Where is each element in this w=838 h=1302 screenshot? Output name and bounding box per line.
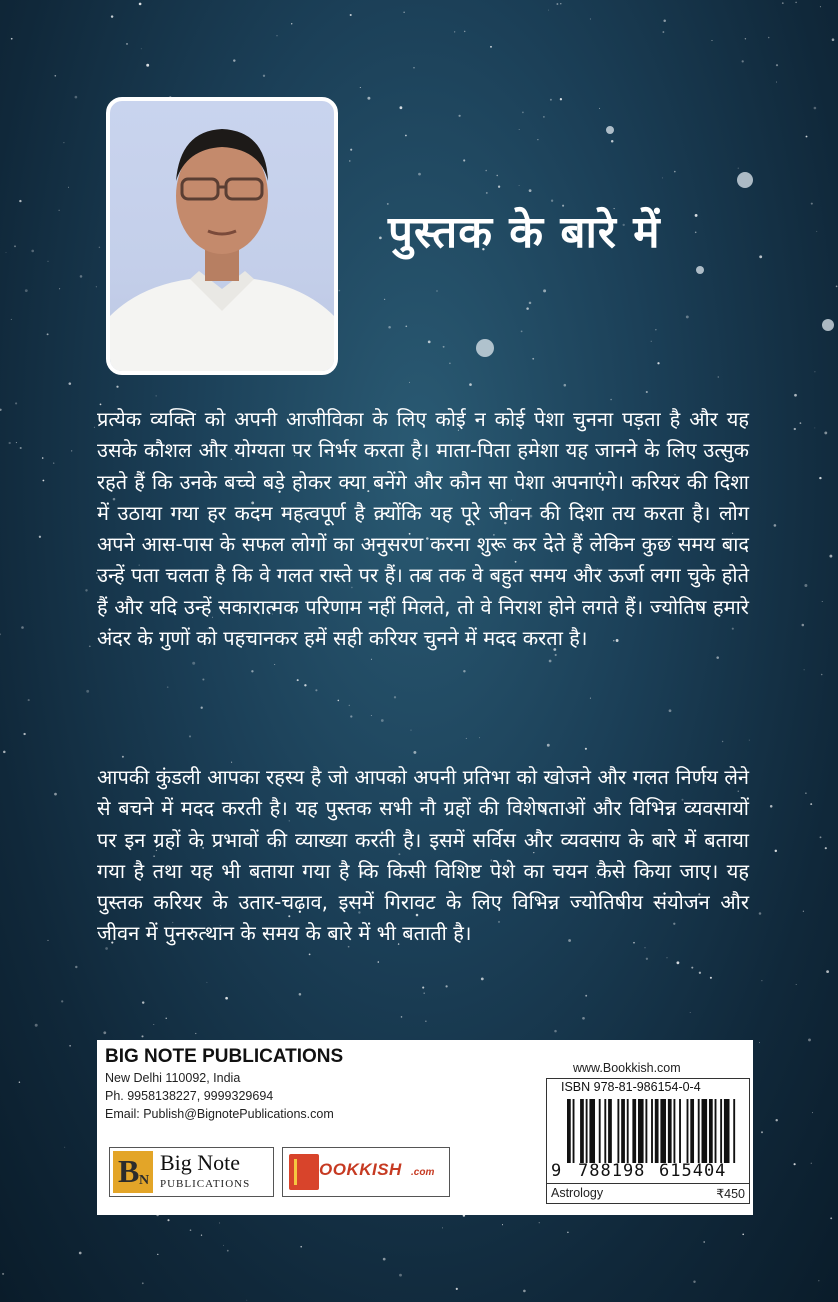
bignote-logo-mark (113, 1151, 153, 1193)
subject-category: Astrology (551, 1186, 604, 1200)
bookkish-logo-suffix: .com (411, 1167, 435, 1178)
section-heading: पुस्तक के बारे में (388, 207, 661, 258)
isbn-barcode-block (546, 1078, 750, 1204)
description-paragraph-1: प्रत्येक व्यक्ति को अपनी आजीविका के लिए कोई न कोई पेशा चुनना पड़ता है और यह उसके कौशल और योग्यता पर निर्भर करता है। माता-पिता हमेशा यह जानने के लिए उत्सुक रहते हैं कि उनके बच्चे बड़े होकर क्या बनेंगे और कौन सा पेशा अपनाएंगे। करियर की दिशा में उठाया गया हर कदम महत्वपूर्ण है क्योंकि यह पूरे जीवन की दिशा तय करता है। लोग अपने आस-पास के सफल लोगों का अनुसरण करना शुरू कर देते हैं लेकिन कुछ समय बाद उन्हें पता चलता है कि वे गलत रास्ते पर हैं। तब तक वे बहुत समय और ऊर्जा लगा चुके होते हैं और यदि उन्हें सकारात्मक परिणाम नहीं मिलते, तो वे निराश होने लगते हैं। ज्योतिष हमारे अंदर के गुणों को पहचानकर हमें सही करियर चुनने में मदद करता है। (97, 407, 749, 651)
description-paragraph-2: आपकी कुंडली आपका रहस्य है जो आपको अपनी प्रतिभा को खोजने और गलत निर्णय लेने से बचने में मदद करती है। यह पुस्तक सभी नौ ग्रहों की विशेषताओं और विभिन्न व्यवसायों पर इन ग्रहों के प्रभावों की व्याख्या करती है। इसमें सर्विस और व्यवसाय के बारे में बताया गया है तथा यह भी बताया गया है कि किसी विशिष्ट पेशे का चयन कैसे किया जाए। यह पुस्तक करियर के उतार-चढ़ाव, इसमें गिरावट के लिए विभिन्न ज्योतिषीय संयोजन और जीवन में पुनरुत्थान के समय के बारे में भी बताती है। (97, 765, 749, 946)
bignote-logo-subtitle: PUBLICATIONS (160, 1178, 251, 1190)
publisher-address: New Delhi 110092, India (105, 1071, 241, 1085)
isbn-number: ISBN 978-81-986154-0-4 (561, 1080, 701, 1094)
book-price: ₹450 (716, 1187, 745, 1201)
bignote-logo-title: Big Note (160, 1150, 241, 1175)
website-url: www.Bookkish.com (573, 1061, 681, 1075)
bignote-logo (109, 1147, 274, 1197)
barcode-digits-left: 788198 (578, 1161, 646, 1181)
barcode-digits-right: 615404 (659, 1161, 727, 1181)
logo-mark-n: N (139, 1173, 150, 1188)
bookkish-logo (282, 1147, 450, 1197)
barcode-digit-first: 9 (551, 1161, 562, 1181)
publisher-phone: Ph. 9958138227, 9999329694 (105, 1089, 274, 1103)
author-photo (106, 97, 338, 375)
publisher-footer (97, 1040, 753, 1215)
barcode-icon (567, 1099, 737, 1163)
author-portrait-illustration (110, 101, 334, 371)
publisher-name: BIG NOTE PUBLICATIONS (105, 1046, 344, 1067)
logo-mark-b: B (118, 1153, 140, 1189)
publisher-email: Email: Publish@BignotePublications.com (105, 1107, 334, 1121)
book-icon (289, 1154, 319, 1190)
bookkish-logo-text: OOKKISH (319, 1160, 402, 1179)
barcode-footer-row (547, 1183, 749, 1204)
